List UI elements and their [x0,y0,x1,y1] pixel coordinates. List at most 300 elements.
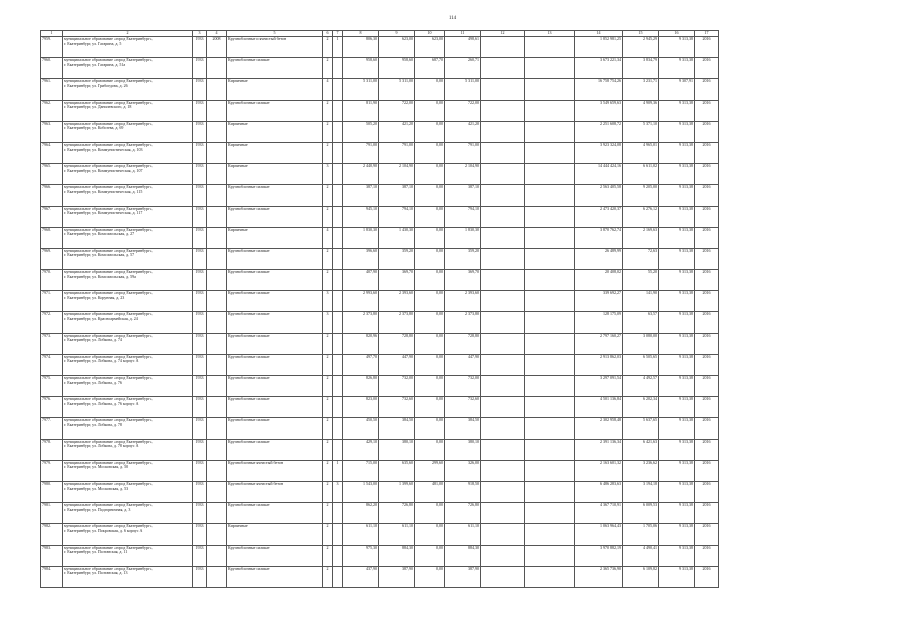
cost-value: 2 302 958,48 [575,418,623,439]
reconstruction-year [207,100,227,121]
build-year: 1933 [193,418,207,439]
cost-per-m2: 6 202,34 [623,397,659,418]
address-text: г. Екатеринбург, ул. Гагарина, д. 51а [64,61,126,67]
total-area: 2 993,60 [343,291,379,312]
area-b: 447,90 [445,354,481,375]
area-b: 384,50 [445,418,481,439]
living-area: 359,20 [379,248,415,269]
total-area: 2 440,90 [343,164,379,185]
total-area: 5 311,00 [343,79,379,100]
row-id: 7980. [41,481,63,502]
cost-per-m2: 6 109,82 [623,566,659,587]
build-year: 1933 [193,439,207,460]
reconstruction-year: 2008 [207,37,227,58]
cost-value: 4 367 710,91 [575,503,623,524]
table-row [41,248,719,269]
living-area: 732,60 [379,397,415,418]
wall-material: Кирпичные [227,79,323,100]
area-b: 732,60 [445,397,481,418]
rate-value: 9 313,38 [659,354,695,375]
wall-material: Крупноблочные силикат [227,248,323,269]
owner-text: муниципальное образование «город Екатеринбург», [64,396,153,402]
row-id: 7970. [41,270,63,291]
address-cell [63,503,193,524]
area-b: 380,10 [445,439,481,460]
empty-col-12 [481,524,525,545]
empty-col-12 [481,121,525,142]
entrances-count [333,503,343,524]
living-area: 635,60 [379,460,415,481]
cost-value: 3 923 324,08 [575,142,623,163]
build-year: 1933 [193,79,207,100]
area-a: 0,00 [415,227,445,248]
address-text: г. Екатеринбург, ул. Лобкова, д. 74 корпус А [64,358,139,364]
empty-col-13 [525,185,575,206]
cost-per-m2: 141,90 [623,291,659,312]
planned-year: 2016 [695,121,719,142]
empty-col-12 [481,58,525,79]
address-cell [63,460,193,481]
cost-per-m2: 6 009,53 [623,503,659,524]
owner-text: муниципальное образование «город Екатеринбург», [64,375,153,380]
planned-year: 2016 [695,333,719,354]
owner-text: муниципальное образование «город Екатеринбург», [64,163,153,169]
address-cell [63,376,193,397]
address-text: г. Екатеринбург, ул. Коммунистическая, д. 103 [64,146,143,152]
empty-col-12 [481,248,525,269]
area-a: 0,00 [415,100,445,121]
address-text: г. Екатеринбург, ул. Лобкова, д. 76 [64,379,122,385]
build-year: 1933 [193,121,207,142]
area-b: 369,70 [445,270,481,291]
area-a: 687,70 [415,58,445,79]
table-row [41,270,719,291]
row-id: 7984. [41,566,63,587]
owner-text: муниципальное образование «город Екатеринбург», [64,502,153,508]
total-area: 791,00 [343,142,379,163]
rate-value: 9 313,38 [659,248,695,269]
reconstruction-year [207,524,227,545]
cost-value: 339 692,27 [575,291,623,312]
cost-per-m2: 1 705,06 [623,524,659,545]
planned-year: 2016 [695,248,719,269]
reconstruction-year [207,121,227,142]
owner-text: муниципальное образование «город Екатеринбург», [64,227,153,232]
planned-year: 2016 [695,270,719,291]
reconstruction-year [207,439,227,460]
empty-col-12 [481,418,525,439]
reconstruction-year [207,376,227,397]
cost-value: 3 297 091,54 [575,376,623,397]
cost-value: 6 486 283,63 [575,481,623,502]
address-text: г. Екатеринбург, ул. Комсомольская, д. 27 [64,231,135,237]
address-cell [63,142,193,163]
planned-year: 2016 [695,397,719,418]
table-row [41,121,719,142]
cost-per-m2: 3 194,18 [623,481,659,502]
rate-value: 9 313,38 [659,185,695,206]
living-area: 791,00 [379,142,415,163]
empty-col-13 [525,164,575,185]
empty-col-12 [481,376,525,397]
address-cell [63,164,193,185]
build-year: 1933 [193,270,207,291]
cost-per-m2: 4 965,01 [623,142,659,163]
area-a: 0,00 [415,79,445,100]
owner-text: муниципальное образование «город Екатеринбург», [64,439,153,444]
floors-count: 3 [323,312,333,333]
empty-col-12 [481,100,525,121]
planned-year: 2016 [695,545,719,566]
cost-per-m2: 6 276,12 [623,206,659,227]
wall-material: Крупноблочные силикат [227,439,323,460]
address-text: г. Екатеринбург, ул. Лобкова, д. 78 [64,421,122,427]
area-a: 0,00 [415,418,445,439]
column-number-6: 6 [323,31,333,37]
area-b: 2 373,80 [445,312,481,333]
build-year: 1933 [193,291,207,312]
total-area: 611,10 [343,524,379,545]
cost-value: 1 063 964,43 [575,524,623,545]
table-row [41,418,719,439]
reconstruction-year [207,418,227,439]
row-id: 7974. [41,354,63,375]
empty-col-13 [525,79,575,100]
empty-col-12 [481,227,525,248]
entrances-count [333,566,343,587]
table-row [41,460,719,481]
cost-value: 2 797 160,27 [575,333,623,354]
entrances-count [333,545,343,566]
wall-material: Крупноблочные силикат [227,354,323,375]
cost-per-m2: 5 371,10 [623,121,659,142]
cost-value: 2 391 136,34 [575,439,623,460]
entrances-count [333,354,343,375]
wall-material: Кирпичные [227,164,323,185]
build-year: 1933 [193,524,207,545]
total-area: 396,60 [343,248,379,269]
wall-material: Крупноблочные силикат [227,100,323,121]
total-area: 975,30 [343,545,379,566]
column-number-10: 10 [415,31,445,37]
address-cell [63,79,193,100]
area-b: 326,00 [445,460,481,481]
row-id: 7983. [41,545,63,566]
total-area: 823,00 [343,397,379,418]
floors-count: 2 [323,185,333,206]
row-id: 7978. [41,439,63,460]
row-id: 7966. [41,185,63,206]
floors-count: 2 [323,418,333,439]
rate-value: 9 313,38 [659,524,695,545]
address-text: г. Екатеринбург, ул. Полтавская, д. 11 [64,549,128,555]
reconstruction-year [207,58,227,79]
cost-value: 16 758 754,26 [575,79,623,100]
floors-count: 4 [323,79,333,100]
rate-value: 9 313,38 [659,100,695,121]
living-area: 369,70 [379,270,415,291]
area-a: 0,00 [415,545,445,566]
empty-col-12 [481,142,525,163]
floors-count: 2 [323,270,333,291]
planned-year: 2016 [695,460,719,481]
entrances-count [333,185,343,206]
empty-col-13 [525,227,575,248]
table-row [41,376,719,397]
table-row [41,142,719,163]
empty-col-13 [525,524,575,545]
table-row [41,37,719,58]
area-b: 722,00 [445,100,481,121]
address-cell [63,439,193,460]
area-a: 0,00 [415,333,445,354]
entrances-count [333,227,343,248]
build-year: 1933 [193,58,207,79]
table-row [41,566,719,587]
column-number-17: 17 [695,31,719,37]
owner-text: муниципальное образование «город Екатеринбург», [64,481,153,486]
owner-text: муниципальное образование «город Екатеринбург», [64,248,153,253]
wall-material: Крупноблочные силикат [227,566,323,587]
build-year: 1933 [193,397,207,418]
cost-per-m2: 4 909,36 [623,100,659,121]
reconstruction-year [207,164,227,185]
table-body [41,37,719,588]
planned-year: 2016 [695,481,719,502]
reconstruction-year [207,206,227,227]
address-text: г. Екатеринбург, ул. Комсомольская, д. 57 [64,252,135,258]
planned-year: 2016 [695,79,719,100]
floors-count: 2 [323,354,333,375]
build-year: 1933 [193,354,207,375]
area-b: 884,30 [445,545,481,566]
floors-count: 2 [323,545,333,566]
cost-per-m2: 3 834,79 [623,58,659,79]
area-a: 0,00 [415,524,445,545]
table-row [41,397,719,418]
address-text: г. Екатеринбург, ул. Комсомольская, д. 59а [64,273,136,279]
row-id: 7982. [41,524,63,545]
rate-value: 9 313,38 [659,503,695,524]
wall-material: Крупноблочные силикат [227,270,323,291]
row-id: 7977. [41,418,63,439]
rate-value: 9 313,38 [659,37,695,58]
address-cell [63,354,193,375]
empty-col-12 [481,270,525,291]
floors-count: 2 [323,58,333,79]
total-area: 437,90 [343,566,379,587]
planned-year: 2016 [695,376,719,397]
wall-material: Крупноблочные силикат [227,418,323,439]
address-text: г. Екатеринбург, ул. Покровская, д. 6 корпус А [64,527,143,533]
table-row [41,100,719,121]
cost-value: 4 501 136,84 [575,397,623,418]
address-cell [63,227,193,248]
wall-material: Кирпичные [227,121,323,142]
housing-register-table [40,30,719,588]
area-a: 481,00 [415,481,445,502]
owner-text: муниципальное образование «город Екатеринбург», [64,354,153,359]
owner-text: муниципальное образование «город Екатеринбург», [64,100,153,105]
planned-year: 2016 [695,185,719,206]
empty-col-13 [525,37,575,58]
total-area: 945,10 [343,206,379,227]
empty-col-13 [525,270,575,291]
cost-value: 3 673 221,34 [575,58,623,79]
address-text: г. Екатеринбург, ул. Кобозева, д. 69 [64,125,124,131]
entrances-count [333,439,343,460]
area-b: 918,50 [445,481,481,502]
cost-per-m2: 4 492,57 [623,376,659,397]
area-b: 2 104,90 [445,164,481,185]
owner-text: муниципальное образование «город Екатеринбург», [64,417,153,423]
wall-material: Крупноблочные силикат [227,206,323,227]
area-b: 611,10 [445,524,481,545]
area-b: 387,10 [445,185,481,206]
floors-count: 2 [323,481,333,502]
address-cell [63,121,193,142]
wall-material: Крупноблочные ячеистый бетон [227,481,323,502]
cost-value: 2 913 862,03 [575,354,623,375]
table-row [41,79,719,100]
empty-col-13 [525,206,575,227]
entrances-count [333,524,343,545]
owner-text: муниципальное образование «город Екатеринбург», [64,311,153,317]
entrances-count [333,333,343,354]
address-text: г. Екатеринбург, ул. Коммунистическая, д. 115 [64,188,143,194]
planned-year: 2016 [695,227,719,248]
planned-year: 2016 [695,142,719,163]
empty-col-13 [525,248,575,269]
living-area: 384,50 [379,418,415,439]
floors-count: 2 [323,121,333,142]
living-area: 623,00 [379,37,415,58]
entrances-count [333,397,343,418]
wall-material: Кирпичные [227,142,323,163]
empty-col-12 [481,354,525,375]
reconstruction-year [207,142,227,163]
address-cell [63,291,193,312]
reconstruction-year [207,545,227,566]
total-area: 811,90 [343,100,379,121]
table-row [41,524,719,545]
address-text: г. Екатеринбург, ул. Красноармейская, д. 24 [64,316,138,322]
empty-col-12 [481,291,525,312]
planned-year: 2016 [695,37,719,58]
table-row [41,312,719,333]
planned-year: 2016 [695,206,719,227]
empty-col-12 [481,545,525,566]
cost-per-m2: 55,20 [623,270,659,291]
entrances-count [333,142,343,163]
table-row [41,206,719,227]
cost-value: 14 444 424,16 [575,164,623,185]
area-b: 498,61 [445,37,481,58]
living-area: 722,00 [379,100,415,121]
area-a: 0,00 [415,121,445,142]
table-row [41,164,719,185]
floors-count: 2 [323,376,333,397]
reconstruction-year [207,333,227,354]
address-cell [63,37,193,58]
column-number-12: 12 [481,31,525,37]
empty-col-13 [525,291,575,312]
total-area: 715,00 [343,460,379,481]
rate-value: 9 313,38 [659,164,695,185]
build-year: 1933 [193,100,207,121]
build-year: 1933 [193,164,207,185]
floors-count: 2 [323,206,333,227]
floors-count: 2 [323,37,333,58]
table-row [41,333,719,354]
build-year: 1933 [193,566,207,587]
wall-material: Крупноблочные силикат [227,376,323,397]
table-row [41,439,719,460]
row-id: 7981. [41,503,63,524]
area-b: 5 311,00 [445,79,481,100]
cost-per-m2: 72,63 [623,248,659,269]
empty-col-13 [525,376,575,397]
owner-text: муниципальное образование «город Екатеринбург», [64,333,153,338]
wall-material: Кирпичные [227,227,323,248]
empty-col-12 [481,79,525,100]
floors-count: 3 [323,291,333,312]
total-area: 826,80 [343,376,379,397]
row-id: 7959. [41,37,63,58]
living-area: 447,90 [379,354,415,375]
area-a: 0,00 [415,354,445,375]
cost-value: 26 489,99 [575,248,623,269]
empty-col-13 [525,100,575,121]
floors-count: 2 [323,439,333,460]
floors-count: 2 [323,397,333,418]
address-text: г. Екатеринбург, ул. Корунная, д. 23 [64,294,125,300]
rate-value: 9 313,38 [659,376,695,397]
address-cell [63,312,193,333]
rate-value: 9 313,38 [659,312,695,333]
cost-per-m2: 3 236,62 [623,460,659,481]
reconstruction-year [207,270,227,291]
table-row [41,58,719,79]
floors-count: 3 [323,164,333,185]
wall-material: Кирпичные [227,524,323,545]
address-cell [63,100,193,121]
floors-count: 4 [323,227,333,248]
floors-count: 2 [323,333,333,354]
cost-value: 3 970 882,19 [575,545,623,566]
planned-year: 2016 [695,503,719,524]
column-number-11: 11 [445,31,481,37]
empty-col-12 [481,460,525,481]
row-id: 7964. [41,142,63,163]
address-text: г. Екатеринбург, ул. Подгорничная, д. 3 [64,506,131,512]
rate-value: 9 313,38 [659,418,695,439]
column-number-8: 8 [343,31,379,37]
living-area: 387,90 [379,566,415,587]
planned-year: 2016 [695,418,719,439]
rate-value: 9 313,38 [659,333,695,354]
living-area: 2 104,90 [379,164,415,185]
empty-col-12 [481,397,525,418]
cost-per-m2: 63,57 [623,312,659,333]
planned-year: 2016 [695,291,719,312]
area-b: 2 393,60 [445,291,481,312]
rate-value: 9 313,38 [659,545,695,566]
address-text: г. Екатеринбург, ул. Гагарина, д. 5 [64,40,122,46]
address-text: г. Екатеринбург, ул. Московская, д. 53 [64,485,129,491]
area-a: 0,00 [415,164,445,185]
area-b: 387,90 [445,566,481,587]
